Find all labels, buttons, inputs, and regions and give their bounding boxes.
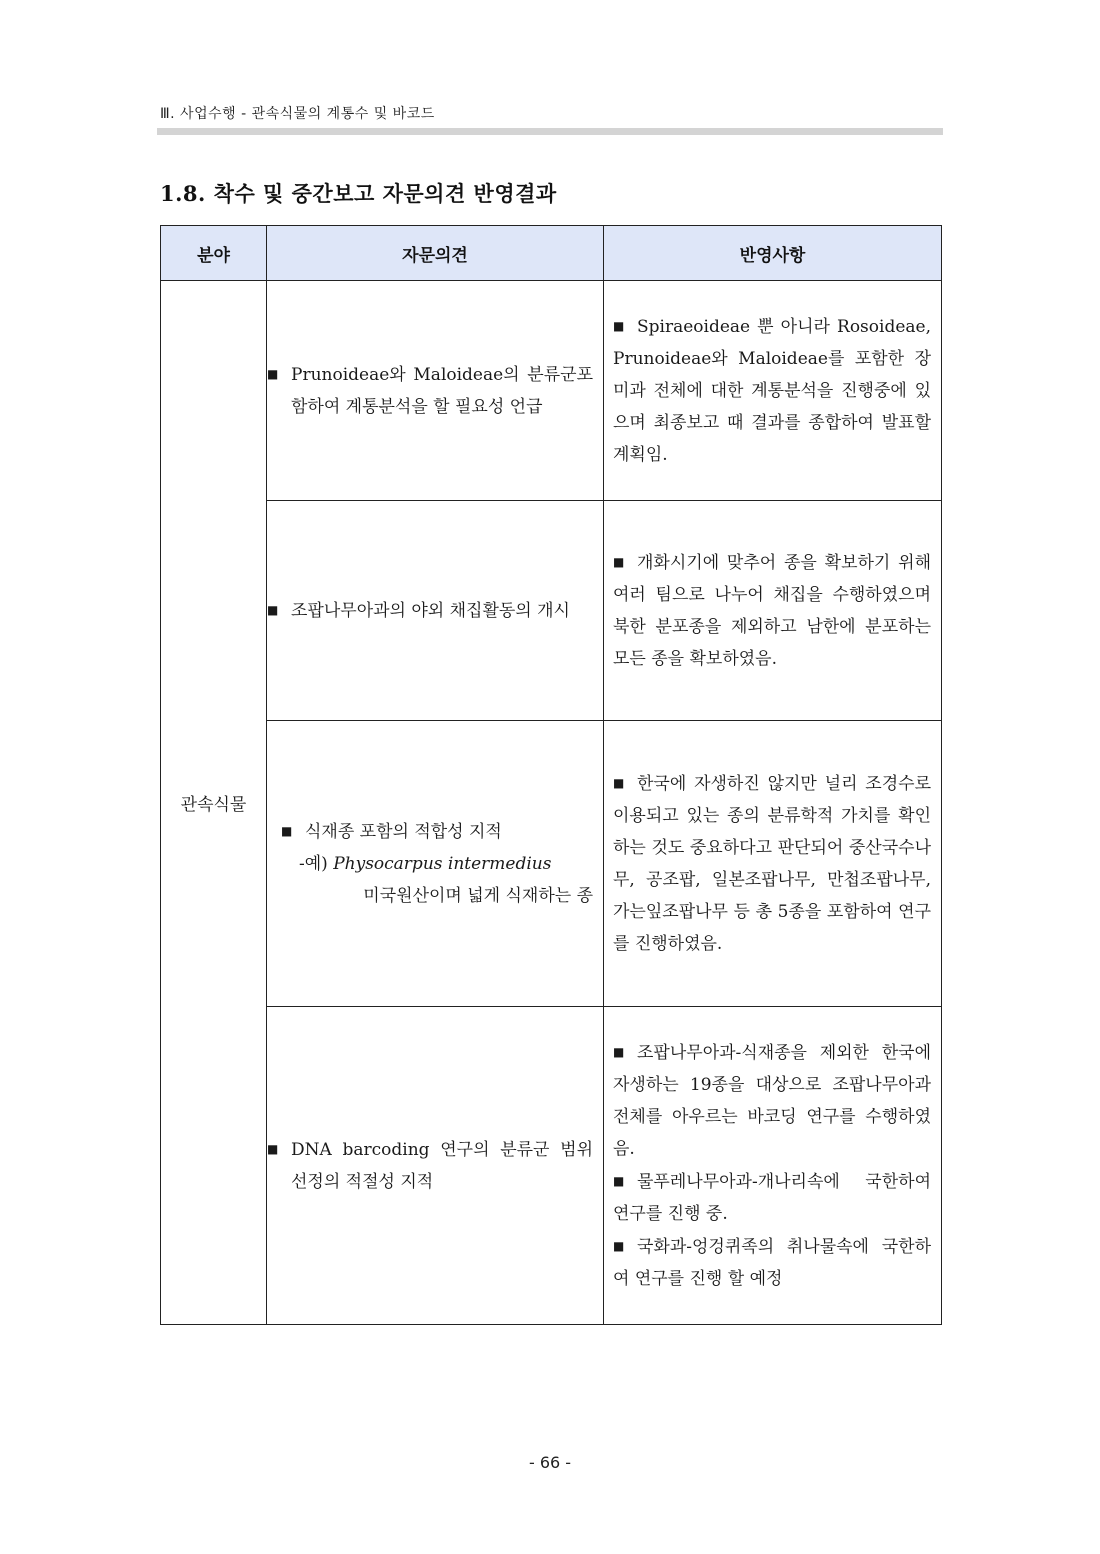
section-title: 1.8. 착수 및 중간보고 자문의견 반영결과	[160, 181, 557, 206]
action-text: 물푸레나무아과-개나리속에 국한하여 연구를 진행 중.	[613, 1172, 931, 1224]
column-header-opinion: 자문의견	[267, 226, 604, 281]
bullet-icon: ■	[613, 776, 625, 790]
action-text: 조팝나무아과-식재종을 제외한 한국에 자생하는 19종을 대상으로 조팝나무아과 전체를 아우르는 바코딩 연구를 수행하였음.	[613, 1043, 931, 1159]
column-header-action: 반영사항	[604, 226, 942, 281]
column-header-field: 분야	[161, 226, 267, 281]
header-rule	[157, 128, 943, 135]
bullet-icon: ■	[267, 367, 279, 381]
action-cell	[604, 1007, 942, 1325]
action-text: Spiraeoideae 뿐 아니라 Rosoideae, Prunoideae와 Maloideae를 포함한 장미과 전체에 대한 계통분석을 진행중에 있으며 최종보고 때 결과를 종합하여 발표할 계획임.	[613, 317, 931, 465]
opinion-text: Prunoideae와 Maloideae의 분류군포함하여 계통분석을 할 필요성 언급	[291, 365, 593, 417]
advisory-opinion-table	[160, 225, 942, 1325]
example-note: 미국원산이며 넓게 식재하는 종	[363, 886, 593, 906]
action-list	[604, 1036, 941, 1295]
opinion-text: DNA barcoding 연구의 분류군 범위 선정의 적절성 지적	[291, 1140, 593, 1192]
bullet-icon: ■	[613, 555, 625, 569]
table-row	[161, 721, 942, 1007]
page-number: - 66 -	[528, 1453, 572, 1472]
running-header: Ⅲ. 사업수행 - 관속식물의 계통수 및 바코드	[160, 106, 435, 122]
opinion-cell	[267, 721, 604, 1007]
action-cell	[604, 281, 942, 501]
action-text: 개화시기에 맞추어 종을 확보하기 위해 여러 팀으로 나누어 채집을 수행하였으며 북한 분포종을 제외하고 남한에 분포하는 모든 종을 확보하였음.	[613, 553, 931, 669]
table-row	[161, 281, 942, 501]
opinion-main-line	[281, 815, 593, 848]
action-item	[613, 1165, 931, 1230]
table-header-row	[161, 226, 942, 281]
bullet-icon: ■	[267, 1142, 279, 1156]
bullet-icon: ■	[267, 603, 279, 617]
example-prefix: -예)	[299, 854, 334, 874]
action-cell	[604, 501, 942, 721]
action-text: 국화과-엉겅퀴족의 취나물속에 국한하여 연구를 진행 할 예정	[613, 1237, 931, 1289]
opinion-text: 조팝나무아과의 야외 채집활동의 개시	[291, 601, 570, 621]
action-cell	[604, 721, 942, 1007]
opinion-text: 식재종 포함의 적합성 지적	[305, 822, 502, 842]
table-row	[161, 1007, 942, 1325]
bullet-icon: ■	[613, 319, 625, 333]
bullet-icon: ■	[281, 824, 293, 838]
field-cell: 관속식물	[161, 281, 267, 1325]
example-species-name: Physocarpus intermedius	[333, 854, 552, 874]
action-item	[604, 546, 941, 675]
opinion-item	[267, 358, 603, 423]
action-item	[613, 1036, 931, 1165]
table-row	[161, 501, 942, 721]
action-item	[604, 310, 941, 471]
opinion-item	[267, 594, 603, 627]
opinion-item	[267, 1133, 603, 1198]
opinion-cell	[267, 1007, 604, 1325]
bullet-icon: ■	[613, 1174, 625, 1188]
bullet-icon: ■	[613, 1045, 625, 1059]
opinion-cell	[267, 501, 604, 721]
opinion-cell	[267, 281, 604, 501]
opinion-item	[267, 815, 603, 912]
opinion-example	[281, 848, 593, 880]
bullet-icon: ■	[613, 1239, 625, 1253]
action-item	[613, 1230, 931, 1295]
action-item	[604, 767, 941, 960]
action-text: 한국에 자생하진 않지만 널리 조경수로 이용되고 있는 종의 분류학적 가치를 확인하는 것도 중요하다고 판단되어 중산국수나무, 공조팝, 일본조팝나무, 만첩조팝나무, 가는잎조팝나무 등 총 5종을 포함하여 연구를 진행하였음.	[613, 774, 931, 954]
